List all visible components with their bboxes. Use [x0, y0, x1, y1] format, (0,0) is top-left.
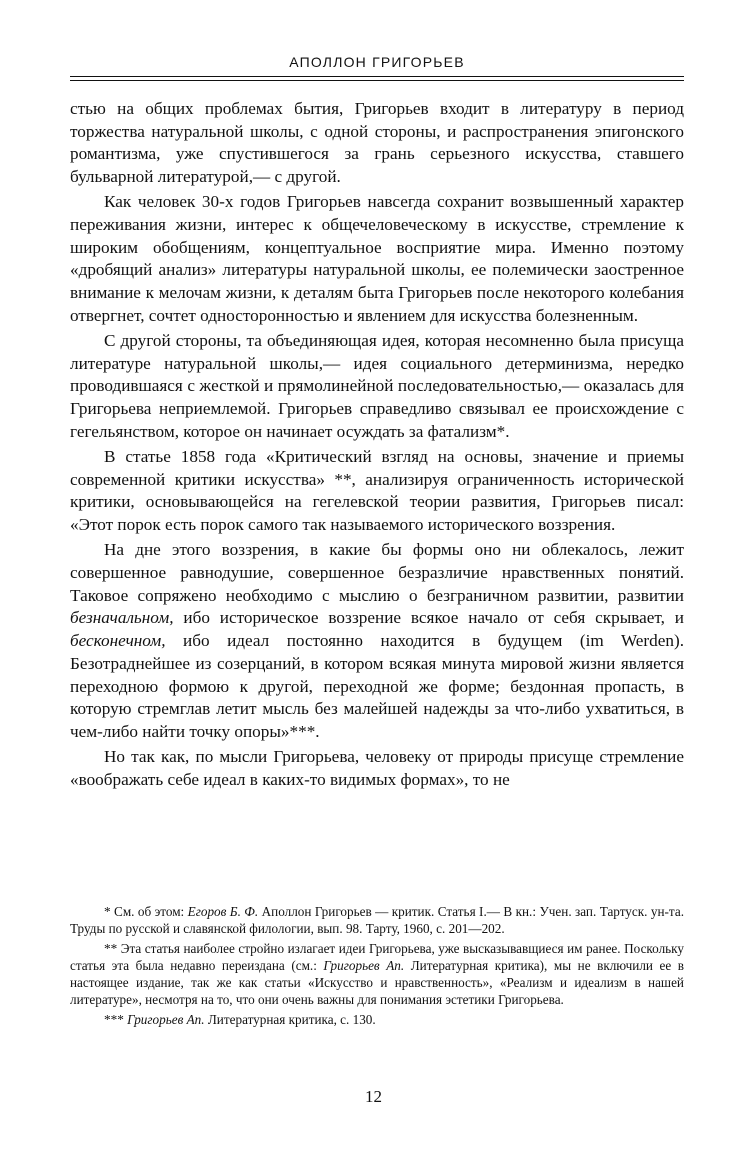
- footnote-3-text: Литературная критика, с. 130.: [204, 1011, 376, 1027]
- footnote-1: [70, 903, 684, 938]
- footnote-1-text: Аполлон Григорьев — критик. Статья I.— В кн.: Учен. зап. Тартуск. ун-та. Труды по русской и славянской филологии, вып. 98. Тарту, 1960, с. 201—202.: [70, 904, 685, 937]
- paragraph-5: [70, 539, 684, 743]
- paragraph-5-italic-1: безначальном,: [70, 608, 174, 628]
- main-text: [70, 98, 684, 792]
- header-rule-bottom: [70, 80, 684, 81]
- footnote-1-author: Егоров Б. Ф.: [187, 904, 259, 919]
- footnote-3-mark: ***: [104, 1011, 128, 1027]
- footnote-3-author: Григорьев Ап.: [127, 1011, 205, 1027]
- paragraph-1: стью на общих проблемах бытия, Григорьев входит в литературу в период торжества натуральной школы, с одной стороны, и распространения эпигонского романтизма, уже спустившегося за грань серьезного искусства, ставшего бульварной литературой,— с другой.: [70, 99, 684, 187]
- header-rule-top: [70, 76, 684, 77]
- paragraph-5-part-b: ибо историческое воззрение всякое начало от себя скрывает, и: [173, 608, 684, 628]
- paragraph-5-part-c: ибо идеал постоянно находится в будущем (im Werden). Безотраднейшее из созерцаний, в котором всякая минута мировой жизни является переходною формою к другой, переходной же форме; бездонная пропасть, в которую стремглав летит мысль без малейшей надежды за что-либо ухватиться, в чем-либо найти точку опоры»***.: [70, 631, 684, 741]
- paragraph-3: С другой стороны, та объединяющая идея, которая несомненно была присуща литературе натуральной школы,— идея социального детерминизма, нередко проводившаяся с жесткой и прямолинейной последовательностью,— оказалась для Григорьева неприемлемой. Григорьев справедливо связывал ее происхождение с гегельянством, которое он начинает осуждать за фатализм*.: [70, 331, 684, 441]
- footnotes: [70, 903, 684, 1028]
- paragraph-5-part-a: На дне этого воззрения, в какие бы формы оно ни облекалось, лежит совершенное равнодушие, совершенное безразличие нравственных понятий. Таковое сопряжено необходимо с мыслию о безграничном развитии, развитии: [70, 540, 684, 605]
- paragraph-4: В статье 1858 года «Критический взгляд на основы, значение и приемы современной критики искусства» **, анализируя ограниченность исторической критики, основывающейся на гегелевской теории развития, Григорьев писал: «Этот порок есть порок самого так называемого исторического воззрения.: [70, 447, 684, 535]
- footnote-2: [70, 940, 684, 1009]
- footnote-2-part-a: ** Эта статья наиболее стройно излагает идеи Григорьева, уже высказывавщиеся им ранее. Поскольку статья эта была недавно переиздана (см.:: [70, 940, 684, 973]
- footnote-3: [70, 1011, 684, 1028]
- page-number: 12: [365, 1087, 382, 1106]
- paragraph-6: Но так как, по мысли Григорьева, человеку от природы присуще стремление «воображать себе идеал в каких-то видимых формах», то не: [70, 747, 684, 789]
- footnote-2-author: Григорьев Ап.: [323, 957, 405, 973]
- footnote-1-mark: * См. об этом:: [104, 904, 188, 919]
- footnote-2-part-b: Литературная критика), мы не включили ее в настоящее издание, так же как статьи «Искусство и нравственность», «Реализм и идеализм в нашей литературе», несмотря на то, что они очень важны для понимания эстетики Григорьева.: [70, 957, 684, 1008]
- paragraph-2: Как человек 30-х годов Григорьев навсегда сохранит возвышенный характер переживания жизни, интерес к общечеловеческому в искусстве, стремление к широким обобщениям, концептуальное восприятие мира. Именно поэтому «дробящий анализ» литературы натуральной школы, ее полемически заостренное внимание к мелочам жизни, к деталям быта Григорьев после некоторого колебания отвергнет, сочтет односторонностью и явлением для искусства болезненным.: [70, 192, 684, 325]
- running-head: АПОЛЛОН ГРИГОРЬЕВ: [289, 54, 465, 70]
- paragraph-5-italic-2: бесконечном,: [70, 631, 166, 651]
